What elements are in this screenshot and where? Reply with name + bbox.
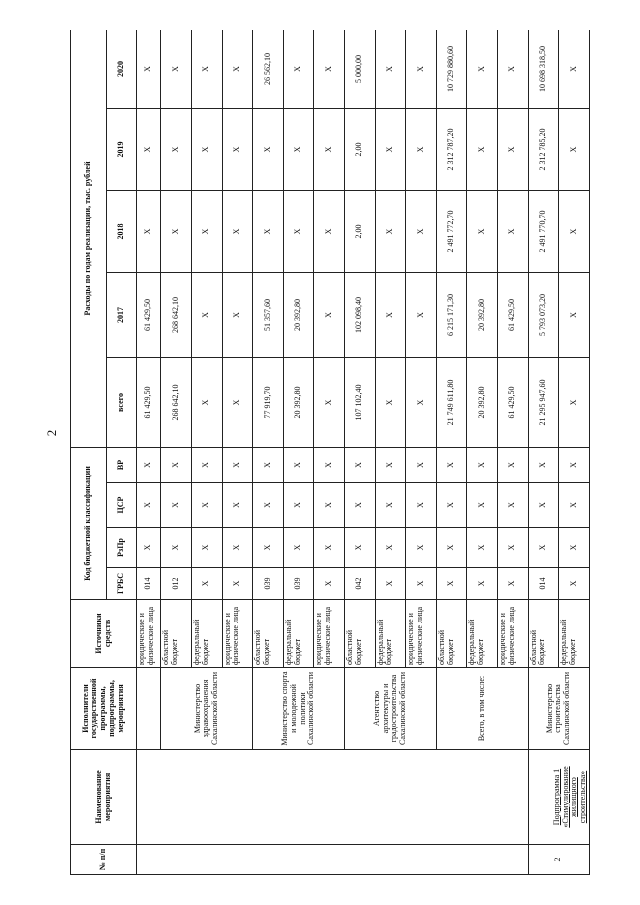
- row-number-cell: 2: [528, 845, 589, 875]
- grbs-cell: X: [559, 568, 590, 600]
- vr-cell: X: [528, 447, 559, 482]
- vr-cell: X: [467, 447, 498, 482]
- y2017-cell: 102 098,40: [345, 272, 376, 357]
- activity-name-cell: [137, 750, 529, 845]
- y2017-cell: 6 215 171,30: [436, 272, 467, 357]
- y2017-cell: 268 642,10: [161, 272, 192, 357]
- rotated-table-wrapper: [70, 30, 590, 875]
- csr-cell: X: [375, 483, 406, 528]
- y2019-cell: X: [253, 108, 284, 190]
- header-num: № п/п: [71, 845, 137, 875]
- csr-cell: X: [436, 483, 467, 528]
- rzpr-cell: X: [406, 528, 437, 568]
- source-cell: областной бюджет: [436, 600, 467, 668]
- table-row: [253, 30, 284, 875]
- total-cell: 77 919,70: [253, 357, 284, 447]
- y2019-cell: 2 312 785,20: [528, 108, 559, 190]
- budget-table: [70, 30, 590, 875]
- vr-cell: X: [253, 447, 284, 482]
- y2017-cell: X: [375, 272, 406, 357]
- y2020-cell: X: [192, 30, 223, 108]
- total-cell: 21 295 947,60: [528, 357, 559, 447]
- y2017-cell: 20 392,80: [467, 272, 498, 357]
- y2019-cell: X: [137, 108, 161, 190]
- y2020-cell: X: [406, 30, 437, 108]
- y2020-cell: X: [137, 30, 161, 108]
- y2020-cell: X: [467, 30, 498, 108]
- y2018-cell: X: [283, 190, 314, 272]
- total-cell: X: [192, 357, 223, 447]
- header-2018: 2018: [107, 190, 137, 272]
- rzpr-cell: X: [467, 528, 498, 568]
- budget-table-sheet: [70, 30, 590, 875]
- y2017-cell: 20 392,80: [283, 272, 314, 357]
- executor-cell: Министерство здравоохранения Сахалинской области: [161, 668, 253, 750]
- executor-cell: Агентство архитектуры и градостроительства Сахалинской области: [345, 668, 437, 750]
- y2019-cell: 2,00: [345, 108, 376, 190]
- csr-cell: X: [222, 483, 253, 528]
- vr-cell: X: [161, 447, 192, 482]
- y2017-cell: 51 357,60: [253, 272, 284, 357]
- rzpr-cell: X: [528, 528, 559, 568]
- grbs-cell: X: [222, 568, 253, 600]
- executor-cell: Министерство спорта и молодежной политики Сахалинской области: [253, 668, 345, 750]
- executor-cell: [137, 668, 161, 750]
- rzpr-cell: X: [161, 528, 192, 568]
- total-cell: 20 392,80: [283, 357, 314, 447]
- table-body: [137, 30, 590, 875]
- y2018-cell: X: [406, 190, 437, 272]
- y2018-cell: X: [253, 190, 284, 272]
- y2020-cell: 26 562,10: [253, 30, 284, 108]
- csr-cell: X: [283, 483, 314, 528]
- rzpr-cell: X: [283, 528, 314, 568]
- source-cell: федеральный бюджет: [467, 600, 498, 668]
- source-cell: федеральный бюджет: [192, 600, 223, 668]
- rzpr-cell: X: [253, 528, 284, 568]
- grbs-cell: X: [498, 568, 529, 600]
- header-budget-code: Код бюджетной классификации: [71, 447, 107, 599]
- header-2020: 2020: [107, 30, 137, 108]
- table-row: [137, 30, 161, 875]
- rzpr-cell: X: [222, 528, 253, 568]
- y2018-cell: X: [467, 190, 498, 272]
- y2017-cell: X: [314, 272, 345, 357]
- y2017-cell: X: [222, 272, 253, 357]
- header-total: всего: [107, 357, 137, 447]
- y2020-cell: X: [559, 30, 590, 108]
- page-number: 2: [44, 429, 59, 437]
- y2019-cell: 2 312 787,20: [436, 108, 467, 190]
- grbs-cell: 014: [528, 568, 559, 600]
- vr-cell: X: [406, 447, 437, 482]
- csr-cell: X: [314, 483, 345, 528]
- rzpr-cell: X: [375, 528, 406, 568]
- total-cell: X: [222, 357, 253, 447]
- table-row: [528, 30, 559, 875]
- y2019-cell: X: [559, 108, 590, 190]
- source-cell: федеральный бюджет: [375, 600, 406, 668]
- y2020-cell: X: [498, 30, 529, 108]
- grbs-cell: X: [314, 568, 345, 600]
- header-name: Наименование мероприятия: [71, 750, 137, 845]
- grbs-cell: X: [192, 568, 223, 600]
- rzpr-cell: X: [314, 528, 345, 568]
- subprogram-name-cell: [528, 750, 589, 845]
- vr-cell: X: [375, 447, 406, 482]
- csr-cell: X: [406, 483, 437, 528]
- y2017-cell: X: [406, 272, 437, 357]
- y2017-cell: 5 793 073,20: [528, 272, 559, 357]
- y2019-cell: X: [375, 108, 406, 190]
- row-number-cell: [137, 845, 529, 875]
- y2020-cell: X: [314, 30, 345, 108]
- table-row: [345, 30, 376, 875]
- y2019-cell: X: [283, 108, 314, 190]
- y2020-cell: 10 729 880,60: [436, 30, 467, 108]
- csr-cell: X: [192, 483, 223, 528]
- y2017-cell: X: [192, 272, 223, 357]
- header-expenses: Расходы по годам реализации, тыс. рублей: [71, 30, 107, 447]
- grbs-cell: 039: [283, 568, 314, 600]
- y2018-cell: 2 491 770,70: [528, 190, 559, 272]
- total-cell: 268 642,10: [161, 357, 192, 447]
- y2018-cell: X: [375, 190, 406, 272]
- y2020-cell: X: [283, 30, 314, 108]
- vr-cell: X: [559, 447, 590, 482]
- y2020-cell: 5 000,00: [345, 30, 376, 108]
- y2018-cell: X: [137, 190, 161, 272]
- header-csr: ЦСР: [107, 483, 137, 528]
- rzpr-cell: X: [498, 528, 529, 568]
- header-rzpr: РзПр: [107, 528, 137, 568]
- y2018-cell: X: [559, 190, 590, 272]
- vr-cell: X: [192, 447, 223, 482]
- source-cell: областной бюджет: [253, 600, 284, 668]
- source-cell: областной бюджет: [161, 600, 192, 668]
- y2020-cell: 10 698 318,50: [528, 30, 559, 108]
- y2020-cell: X: [161, 30, 192, 108]
- y2017-cell: 61 429,50: [498, 272, 529, 357]
- source-cell: юридические и физические лица: [406, 600, 437, 668]
- total-cell: 61 429,50: [498, 357, 529, 447]
- executor-cell: Министерство строительства Сахалинской области: [528, 668, 589, 750]
- vr-cell: X: [345, 447, 376, 482]
- total-cell: X: [375, 357, 406, 447]
- y2019-cell: X: [192, 108, 223, 190]
- header-2017: 2017: [107, 272, 137, 357]
- rzpr-cell: X: [137, 528, 161, 568]
- executor-cell: Всего, в том числе:: [436, 668, 528, 750]
- y2019-cell: X: [222, 108, 253, 190]
- rzpr-cell: X: [345, 528, 376, 568]
- table-row: [436, 30, 467, 875]
- total-cell: X: [314, 357, 345, 447]
- total-cell: 21 749 611,80: [436, 357, 467, 447]
- grbs-cell: X: [406, 568, 437, 600]
- y2018-cell: 2,00: [345, 190, 376, 272]
- total-cell: X: [406, 357, 437, 447]
- header-2019: 2019: [107, 108, 137, 190]
- grbs-cell: 012: [161, 568, 192, 600]
- csr-cell: X: [467, 483, 498, 528]
- y2019-cell: X: [314, 108, 345, 190]
- total-cell: X: [559, 357, 590, 447]
- vr-cell: X: [314, 447, 345, 482]
- y2019-cell: X: [498, 108, 529, 190]
- table-row: [161, 30, 192, 875]
- y2018-cell: X: [498, 190, 529, 272]
- csr-cell: X: [137, 483, 161, 528]
- y2018-cell: X: [222, 190, 253, 272]
- source-cell: федеральный бюджет: [283, 600, 314, 668]
- total-cell: 20 392,80: [467, 357, 498, 447]
- rzpr-cell: X: [436, 528, 467, 568]
- csr-cell: X: [559, 483, 590, 528]
- y2019-cell: X: [467, 108, 498, 190]
- grbs-cell: X: [436, 568, 467, 600]
- header-vr: ВР: [107, 447, 137, 482]
- source-cell: юридические и физические лица: [222, 600, 253, 668]
- source-cell: юридические и физические лица: [498, 600, 529, 668]
- grbs-cell: 014: [137, 568, 161, 600]
- csr-cell: X: [161, 483, 192, 528]
- subprogram-title: Подпрограмма 1: [551, 768, 561, 826]
- y2017-cell: 61 429,50: [137, 272, 161, 357]
- y2018-cell: X: [192, 190, 223, 272]
- y2018-cell: X: [314, 190, 345, 272]
- header-source: Источники средств: [71, 600, 137, 668]
- csr-cell: X: [345, 483, 376, 528]
- grbs-cell: X: [467, 568, 498, 600]
- source-cell: юридические и физические лица: [314, 600, 345, 668]
- y2019-cell: X: [161, 108, 192, 190]
- y2017-cell: X: [559, 272, 590, 357]
- csr-cell: X: [498, 483, 529, 528]
- grbs-cell: 039: [253, 568, 284, 600]
- vr-cell: X: [498, 447, 529, 482]
- header-executor: Исполнители государственной программы, подпрограммы, мероприятия: [71, 668, 137, 750]
- y2019-cell: X: [406, 108, 437, 190]
- y2020-cell: X: [375, 30, 406, 108]
- y2018-cell: X: [161, 190, 192, 272]
- total-cell: 107 102,40: [345, 357, 376, 447]
- total-cell: 61 429,50: [137, 357, 161, 447]
- vr-cell: X: [283, 447, 314, 482]
- rzpr-cell: X: [192, 528, 223, 568]
- source-cell: областной бюджет: [528, 600, 559, 668]
- y2020-cell: X: [222, 30, 253, 108]
- vr-cell: X: [222, 447, 253, 482]
- y2018-cell: 2 491 772,70: [436, 190, 467, 272]
- header-grbs: ГРБС: [107, 568, 137, 600]
- grbs-cell: 042: [345, 568, 376, 600]
- grbs-cell: X: [375, 568, 406, 600]
- source-cell: федеральный бюджет: [559, 600, 590, 668]
- vr-cell: X: [436, 447, 467, 482]
- csr-cell: X: [253, 483, 284, 528]
- vr-cell: X: [137, 447, 161, 482]
- csr-cell: X: [528, 483, 559, 528]
- source-cell: областной бюджет: [345, 600, 376, 668]
- subprogram-subtitle: «Стимулирование жилищного строительства»: [560, 766, 588, 828]
- source-cell: юридические и физические лица: [137, 600, 161, 668]
- rzpr-cell: X: [559, 528, 590, 568]
